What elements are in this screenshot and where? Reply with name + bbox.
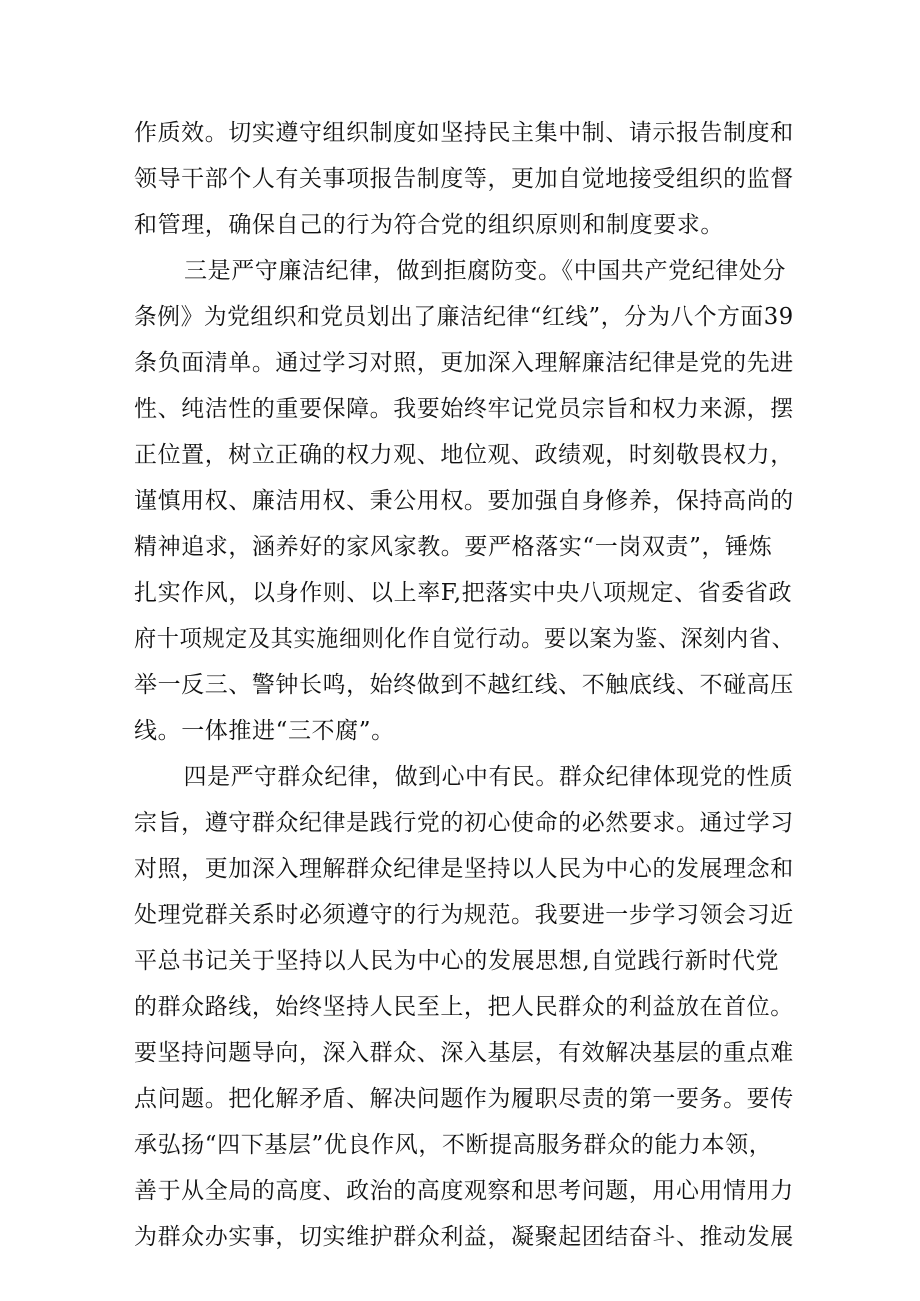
paragraph-first-line: 四是严守群众纪律，做到心中有民。群众纪律体现党的性质 [183, 764, 794, 790]
text-line: 性、纯洁性的重要保障。我要始终牢记党员宗旨和权力来源，摆 [134, 396, 794, 422]
text-line: 正位置，树立正确的权力观、地位观、政绩观，时刻敬畏权力， [134, 442, 794, 468]
text-line: 作质效。切实遵守组织制度如坚持民主集中制、请示报告制度和 [134, 120, 794, 146]
text-line: 府十项规定及其实施细则化作自觉行动。要以案为鉴、深刻内省、 [134, 626, 795, 652]
text-line: 谨慎用权、廉洁用权、秉公用权。要加强自身修养，保持高尚的 [134, 488, 794, 514]
text-line: 平总书记关于坚持以人民为中心的发展思想,自觉践行新时代党 [134, 948, 780, 974]
text-line: 的群众路线，始终坚持人民至上，把人民群众的利益放在首位。 [134, 994, 794, 1020]
text-line: 处理党群关系时必须遵守的行为规范。我要进一步学习领会习近 [134, 902, 794, 928]
text-line: 承弘扬“四下基层”优良作风，不断提高服务群众的能力本领， [134, 1132, 773, 1158]
text-line: 点问题。把化解矛盾、解决问题作为履职尽责的第一要务。要传 [134, 1086, 794, 1112]
text-line: 条负面清单。通过学习对照，更加深入理解廉洁纪律是党的先进 [134, 350, 794, 376]
paragraph-first-line: 三是严守廉洁纪律，做到拒腐防变。《中国共产党纪律处分 [184, 258, 787, 284]
text-line: 和管理，确保自己的行为符合党的组织原则和制度要求。 [134, 212, 724, 238]
text-line: 为群众办实事，切实维护群众利益，凝聚起团结奋斗、推动发展 [134, 1224, 794, 1250]
text-line: 举一反三、警钟长鸣，始终做到不越红线、不触底线、不碰高压 [134, 672, 794, 698]
text-line: 精神追求，涵养好的家风家教。要严格落实“一岗双责”，锤炼 [134, 534, 773, 560]
text-line: 领导干部个人有关事项报告制度等，更加自觉地接受组织的监督 [134, 166, 794, 192]
text-line: 要坚持问题导向，深入群众、深入基层，有效解决基层的重点难 [134, 1040, 794, 1066]
text-line: 条例》为党组织和党员划出了廉洁纪律“红线”，分为八个方面39 [134, 304, 794, 330]
document-body [134, 110, 794, 1260]
text-line: 线。一体推进“三不腐”。 [134, 718, 395, 744]
text-line: 对照，更加深入理解群众纪律是坚持以人民为中心的发展理念和 [134, 856, 794, 882]
text-line: 善于从全局的高度、政治的高度观察和思考问题，用心用情用力 [134, 1178, 794, 1204]
text-line: 扎实作风，以身作则、以上率F,把落实中央八项规定、省委省政 [134, 580, 793, 606]
text-line: 宗旨，遵守群众纪律是践行党的初心使命的必然要求。通过学习 [134, 810, 794, 836]
